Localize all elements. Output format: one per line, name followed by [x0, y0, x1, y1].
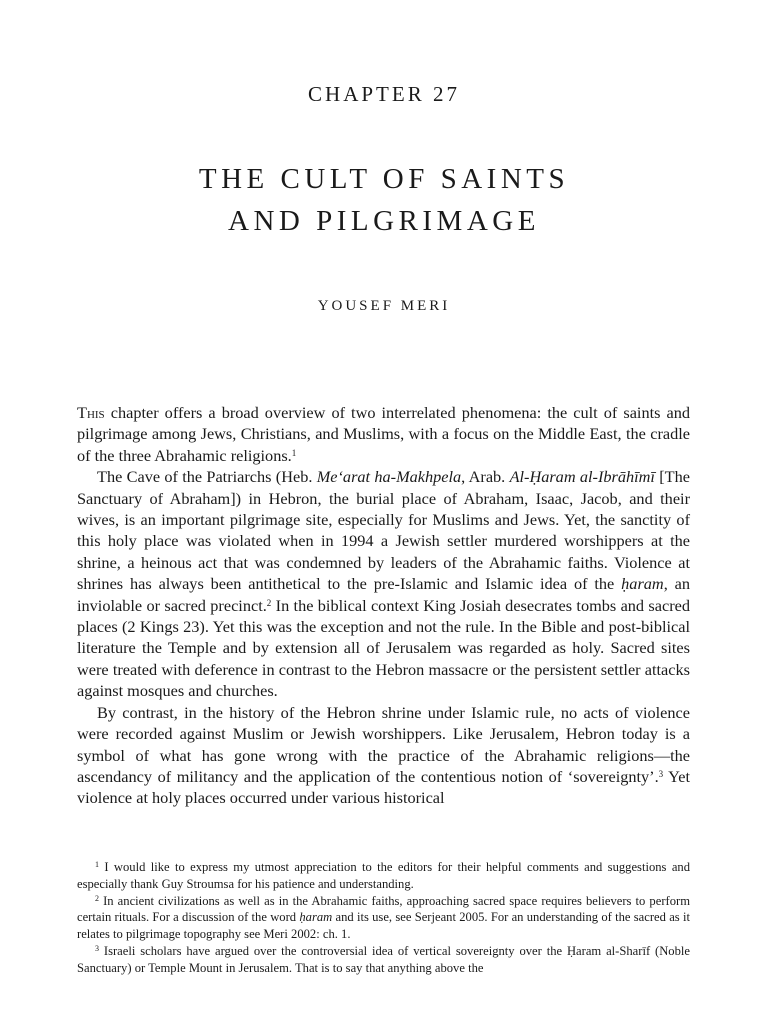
footnote-ref-2: 2 — [266, 597, 272, 608]
footnote-ref-3: 3 — [658, 768, 664, 779]
footnote-2-text-a: In ancient civilizations as well as in the Abrahamic faiths, approaching sacred space requires believers to perform certain rituals. For a discussion of the word — [77, 893, 690, 925]
author-name: YOUSEF MERI — [317, 298, 451, 314]
footnote-2 — [77, 893, 690, 943]
footnote-2-number: 2 — [95, 893, 99, 903]
paragraph-2-text-d: , an inviolable or sacred precinct. — [77, 574, 690, 615]
footnote-1-text: I would like to express my utmost appreciation to the editors for their helpful comments and suggestions and especially thank Guy Stroumsa for his patience and understanding. — [77, 860, 690, 891]
chapter-label: CHAPTER 27 — [308, 82, 460, 106]
paragraph-2 — [77, 466, 690, 701]
footnote-3-number: 3 — [95, 943, 99, 953]
paragraph-3 — [77, 702, 690, 809]
footnote-3 — [77, 943, 690, 977]
hebrew-name: Me‘arat ha-Makhpela — [316, 467, 462, 487]
haram-term: ḥaram — [621, 574, 664, 594]
chapter-title — [0, 158, 768, 242]
footnote-1 — [77, 859, 690, 893]
arabic-name: Al-Ḥaram al-Ibrāhīmī — [509, 467, 655, 487]
opening-word: This — [77, 403, 105, 422]
paragraph-1 — [77, 402, 690, 466]
footnote-2-haram-term: ḥaram — [299, 910, 333, 925]
body-text — [77, 402, 690, 809]
paragraph-2-text-c: [The Sanctuary of Abraham]) in Hebron, the burial place of Abraham, Isaac, Jacob, and their wives, is an important pilgrimage site, especially for Muslims and Jews. Yet, the sanctity of this holy place was violated when in 1994 a Jewish settler murdered worshippers at the shrine, a heinous act that was condemned by leaders of the Abrahamic faiths. Violence at shrines has always been antithetical to the pre-Islamic and Islamic idea of the — [77, 467, 690, 594]
paragraph-2-text-e: In the biblical context King Josiah desecrates tombs and sacred places (2 Kings 23). Yet this was the exception and not the rule. In the Bible and post-biblical literature the Temple and by extension all of Jerusalem was regarded as holy. Sacred sites were treated with deference in contrast to the Hebron massacre or the persistent settler attacks against mosques and churches. — [77, 595, 691, 701]
footnote-3-text: Israeli scholars have argued over the controversial idea of vertical sovereignty over the Ḥaram al-Sharīf (Noble Sanctuary) or Temple Mount in Jerusalem. That is to say that anything above the — [77, 943, 690, 975]
paragraph-2-text-a: The Cave of the Patriarchs (Heb. — [97, 467, 317, 487]
footnotes — [77, 859, 690, 977]
footnote-ref-1: 1 — [291, 447, 297, 458]
paragraph-2-text-b: , Arab. — [461, 467, 510, 487]
paragraph-3-text-b: Yet violence at holy places occurred under various historical — [77, 766, 690, 808]
chapter-title-line-1: THE CULT OF SAINTS — [198, 163, 570, 195]
paragraph-1-text: chapter offers a broad overview of two interrelated phenomena: the cult of saints and pilgrimage among Jews, Christians, and Muslims, with a focus on the Middle East, the cradle of the three Abrahamic religions. — [77, 403, 690, 465]
paragraph-3-text-a: By contrast, in the history of the Hebron shrine under Islamic rule, no acts of violence were recorded against Muslim or Jewish worshippers. Like Jerusalem, Hebron today is a symbol of what has gone wrong with the practice of the Abrahamic religions—the ascendancy of militancy and the application of the contentious notion of ‘sovereignty’. — [77, 702, 690, 786]
footnote-1-number: 1 — [95, 860, 99, 869]
footnote-2-text-b: and its use, see Serjeant 2005. For an understanding of the sacred as it relates to pilgrimage topography see Meri 2002: ch. 1. — [77, 910, 690, 942]
chapter-title-line-2: AND PILGRIMAGE — [228, 205, 540, 237]
